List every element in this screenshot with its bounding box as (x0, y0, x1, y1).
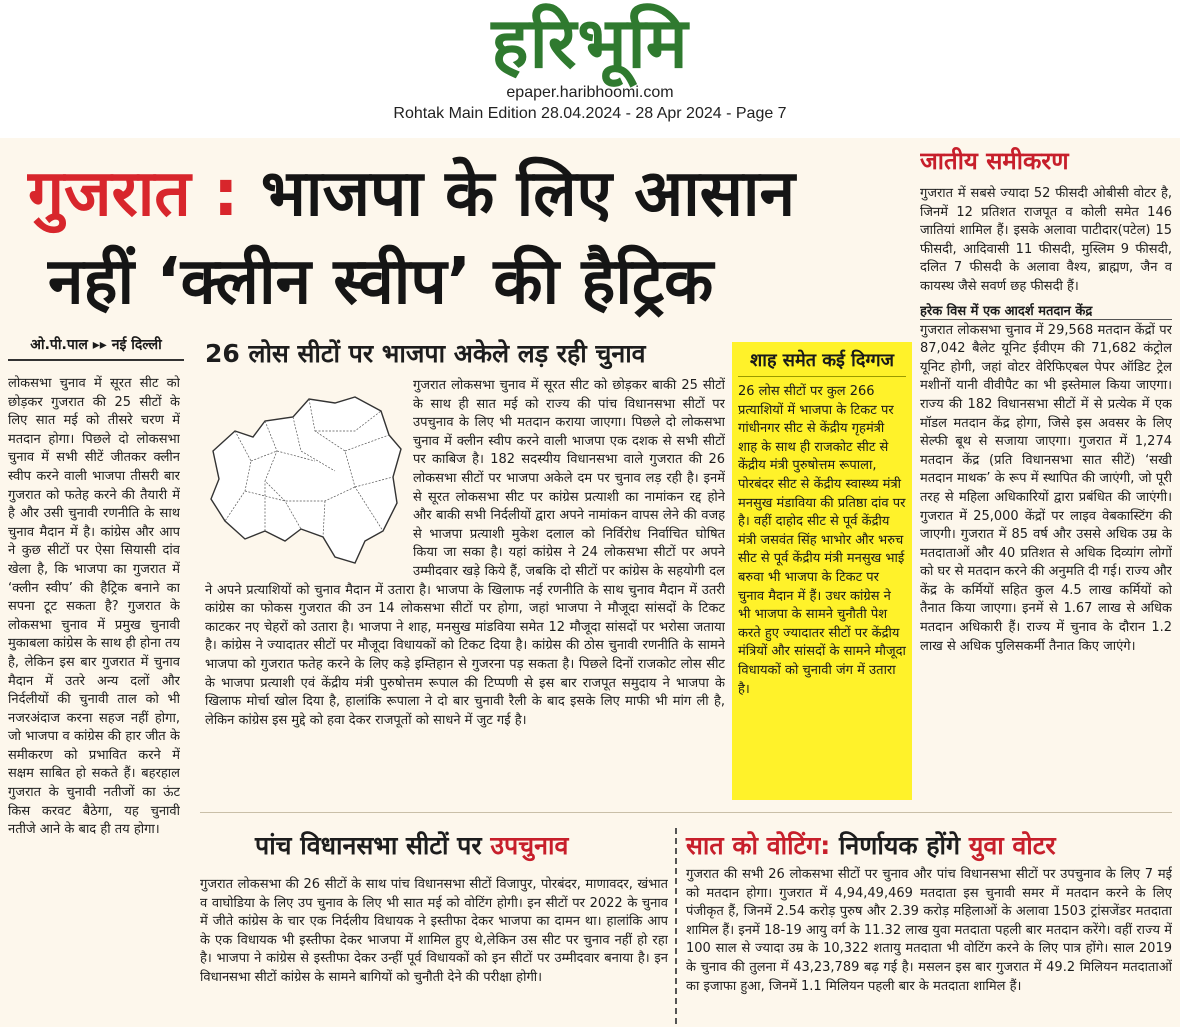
site-url[interactable]: epaper.haribhoomi.com (506, 84, 674, 101)
column-divider (675, 828, 677, 1024)
haribhoomi-logo (440, 4, 740, 82)
main-story (205, 377, 725, 797)
caste-equation-heading: जातीय समीकरण (920, 147, 1069, 175)
bypoll-subhead (255, 828, 675, 862)
logo-text: हरिभूमि (491, 2, 689, 84)
caste-equation-body: गुजरात में सबसे ज्यादा 52 फीसदी ओबीसी वोटर है, जिनमें 12 प्रतिशत राजपूत व कोली समेत 146 जातियां शामिल हैं। इसके अलावा पाटीदार(पटेल) 15 फीसदी, आदिवासी 11 फीसदी, मुस्लिम 9 फीसदी, दलित 7 फीसदी के अलावा वैश्य, ब्राह्मण, जैन व कायस्थ जैसे सवर्ण छह फीसदी हैं। (920, 186, 1172, 294)
bypoll-subhead-dark: पांच विधानसभा सीटों पर (255, 831, 482, 860)
highlight-title: शाह समेत कई दिग्गज (738, 342, 906, 377)
main-story-body: गुजरात लोकसभा चुनाव में सूरत सीट को छोड़कर बाकी 25 सीटों के साथ ही सात मई को राज्य की पांच विधानसभा सीटों पर उपचुनाव के लिए भी मतदान कराया जाएगा। पिछले दो लोकसभा चुनाव में क्लीन स्वीप करने वाली भाजपा एक दशक से सभी सीटों पर काबिज है। 182 सदस्यीय विधानसभा वाले गुजरात की 26 लोकसभा सीटों पर भाजपा अकेले दम पर चुनाव लड़ रही है। इनमें से सूरत लोकसभा सीट पर कांग्रेस प्रत्याशी का नामांकन रद्द होने और बाकी सभी निर्दलीयों द्वारा अपने नामांकन वापस लेने की वजह से भाजपा प्रत्याशी मुकेश दलाल को निर्विरोध निर्वाचित घोषित किया जा सका है। यहां कांग्रेस ने 24 लोकसभा सीटों पर अपने उम्मीदवार खड़े किये हैं, जबकि दो सीटों पर कांग्रेस के सहयोगी दल ने अपने प्रत्याशियों को चुनाव मैदान में उतारा है। भाजपा के खिलाफ नई रणनीति के साथ चुनाव मैदान में उतरी कांग्रेस का फोकस गुजरात की उन 14 लोकसभा सीटों पर होगा, जहां भाजपा ने मौजूदा सांसदों के टिकट काटकर नए चेहरों को उतारा है। भाजपा ने शाह, मनसुख मांडविया समेत 12 मौजूदा सांसदों पर भरोसा जताया है। कांग्रेस ने ज्यादातर सीटों पर मौजूदा विधायकों को टिकट दिया है। कांग्रेस की ठोस चुनावी रणनीति के सामने भाजपा को गुजरात फतेह करने के लिए कड़े इम्तिहान से गुजरना पड़ सकता है। पिछले दिनों राजकोट लोस सीट के भाजपा प्रत्याशी एवं केंद्रीय मंत्री पुरुषोत्तम रूपाल की टिप्पणी से इस बार राजपूत समुदाय ने भाजपा के खिलाफ मोर्चा खोल दिया है, हालांकि रूपाला ने दो बार चुनावी रैली के बाद इसके लिए माफी भी मांग ली है, लेकिन कांग्रेस इस मुद्दे को हवा देकर राजपूतों को साधने में जुट गई है। (205, 378, 725, 728)
voting-subhead (686, 828, 1180, 862)
headline-state: गुजरात : (28, 157, 239, 231)
bypoll-story: गुजरात लोकसभा की 26 सीटों के साथ पांच विधानसभा सीटों विजापुर, पोरबंदर, माणावदर, खंभात व वाघोडिया के लिए उप चुनाव के लिए भी सात मई को वोटिंग होगी। इन सीटों पर 2022 के चुनाव में जीते कांग्रेस के चार एक निर्दलीय विधायक ने इस्तीफा देकर भाजपा का दामन था। हालांकि आप के एक विधायक भी इस्तीफा देकर भाजपा में शामिल हुए थे,लेकिन उस सीट पर चुनाव नहीं हो रहा है। भाजपा ने कांग्रेस से इस्तीफा देकर उन्हीं पूर्व विधायकों को इन सीटों पर उम्मीदवार बनाया है। इन विधानसभा सीटों कांग्रेस के सामने बागियों को चुनौती देने की परीक्षा होगी। (200, 877, 668, 985)
model-booth-body: गुजरात लोकसभा चुनाव में 29,568 मतदान केंद्रों पर 87,042 बैलेट यूनिट ईवीएम की 71,682 कंट्रोल यूनिट होगी, जहां वोटर वेरिफिएबल पेपर ऑडिट ट्रेल मशीनों यानी वीवीपैट का भी इस्तेमाल किया जाएगा। राज्य की 182 विधानसभा सीटों में से प्रत्येक में एक मॉडल मतदान केंद्र होगा, जिसे इस अवसर के लिए सेल्फी बूथ से सजाया जाएगा। गुजरात में 1,274 मतदान केंद्र (प्रति विधानसभा सात सीटें) ‘सखी मतदान माथक’ के रूप में स्थापित की जाएंगी, जो पूरी तरह से महिला अधिकारियों द्वारा प्रबंधित की जाएंगी। गुजरात में 25,000 केंद्रों पर लाइव वेबकास्टिंग की जाएगी। गुजरात में 85 वर्ष और उससे अधिक उम्र के मतदाताओं और 40 प्रतिशत से अधिक दिव्यांग लोगों को घर से मतदान करने की अनुमति दी गई। राज्य और केंद्र के कर्मियों सहित कुल 4.5 लाख कर्मियों को तैनात किया जाएगा। इनमें से 1.67 लाख से अधिक मतदान अधिकारी हैं। राज्य में चुनाव के दौरान 1.2 लाख से अधिक पुलिसकर्मी तैनात किए जाएंगे। (920, 322, 1172, 654)
edition-info: Rohtak Main Edition 28.04.2024 - 28 Apr 2024 - Page 7 (393, 105, 787, 122)
main-headline (28, 150, 908, 326)
highlight-box (732, 342, 912, 800)
model-booth-heading: हरेक विस में एक आदर्श मतदान केंद्र (920, 301, 1172, 320)
main-story-subhead: 26 लोस सीटों पर भाजपा अकेले लड़ रही चुनाव (205, 339, 646, 368)
voting-subhead-red2: युवा वोटर (968, 831, 1056, 860)
section-divider (200, 812, 1172, 813)
right-column (920, 140, 1172, 810)
left-column-text: लोकसभा चुनाव में सूरत सीट को छोड़कर गुजरात की 25 सीटों के लिए सात मई को तीसरे चरण में मतदान होगा। पिछले दो लोकसभा चुनाव में सभी सीटें जीतकर क्लीन स्वीप करने वाली भाजपा तीसरी बार गुजरात को फतेह करने की तैयारी में है और उसी चुनावी रणनीति के साथ चुनाव मैदान में है। कांग्रेस और आप ने कुछ सीटों पर ऐसा सियासी दांव खेला है, कि भाजपा का गुजरात में ‘क्लीन स्वीप’ की हैट्रिक बनाने का सपना टूट सकता है? गुजरात के लोकसभा चुनाव में प्रमुख चुनावी मुकाबला कांग्रेस के साथ ही होना तय है, लेकिन इस बार गुजरात में चुनाव मैदान में उतरे अन्य दलों और निर्दलीयों की चुनावी ताल को भी नजरअंदाज करना सहज नहीं होगा, जो भाजपा व कांग्रेस की हार जीत के समीकरण को प्रभावित करने में सक्षम साबित हो सकते हैं। बहरहाल गुजरात के चुनावी नतीजों का ऊंट किस करवट बैठेगा, यह चुनावी नतीजे आने के बाद ही तय होगा। (8, 376, 180, 838)
headline-line1: भाजपा के लिए आसान (260, 157, 796, 231)
byline: ओ.पी.पाल ▸▸ नई दिल्ली (8, 333, 184, 361)
voting-subhead-red1: सात को वोटिंग: (686, 831, 831, 860)
gujarat-map-icon (205, 391, 405, 569)
bypoll-subhead-red: उपचुनाव (490, 831, 569, 860)
masthead (0, 0, 1180, 138)
headline-line2: नहीं ‘क्लीन स्वीप’ की हैट्रिक (48, 245, 714, 319)
highlight-body: 26 लोस सीटों पर कुल 266 प्रत्याशियों में भाजपा के टिकट पर गांधीनगर सीट से केंद्रीय गृहमंत्री शाह के साथ ही राजकोट सीट से केंद्रीय मंत्री पुरुषोत्तम रूपाला, पोरबंदर सीट से केंद्रीय स्वास्थ्य मंत्री मनसुख मंडाविया की प्रतिष्ठा दांव पर है। वहीं दाहोद सीट से पूर्व केंद्रीय मंत्री जसवंत सिंह भाभोर और भरुच सीट से पूर्व केंद्रीय मंत्री मनसुख भाई बरुवा भी भाजपा के टिकट पर चुनाव मैदान में हैं। उधर कांग्रेस ने भी भाजपा के सामने चुनौती पेश करते हुए ज्यादातर सीटों पर केंद्रीय मंत्रियों और सांसदों के सामने मौजूदा विधायकों को चुनावी जंग में उतारा है। (738, 384, 906, 697)
voting-story: गुजरात की सभी 26 लोकसभा सीटों पर चुनाव और पांच विधानसभा सीटों पर उपचुनाव के लिए 7 मई को मतदान होगा। गुजरात में 4,94,49,469 मतदाता इस चुनावी समर में मतदान करने के लिए पंजीकृत हैं, जिनमें 2.54 करोड़ पुरुष और 2.39 करोड़ महिलाओं के अलावा 1503 ट्रांसजेंडर मतदाता शामिल हैं। इनमें 18-19 आयु वर्ग के 11.32 लाख युवा मतदाता पहली बार मतदान करेंगे। वहीं राज्य में 100 साल से ज्यादा उम्र के 10,322 शतायु मतदाता भी वोटिंग करने के लिए पात्र होंगे। साल 2019 के चुनाव की तुलना में 43,23,789 बढ़ गई है। मसलन इस बार गुजरात में 49.2 मिलियन मतदाताओं का इजाफा हुआ, जिनमें 1.1 मिलियन पहली बार के मतदाता शामिल हैं। (686, 867, 1172, 994)
voting-subhead-dark: निर्णायक होंगे (838, 831, 961, 860)
